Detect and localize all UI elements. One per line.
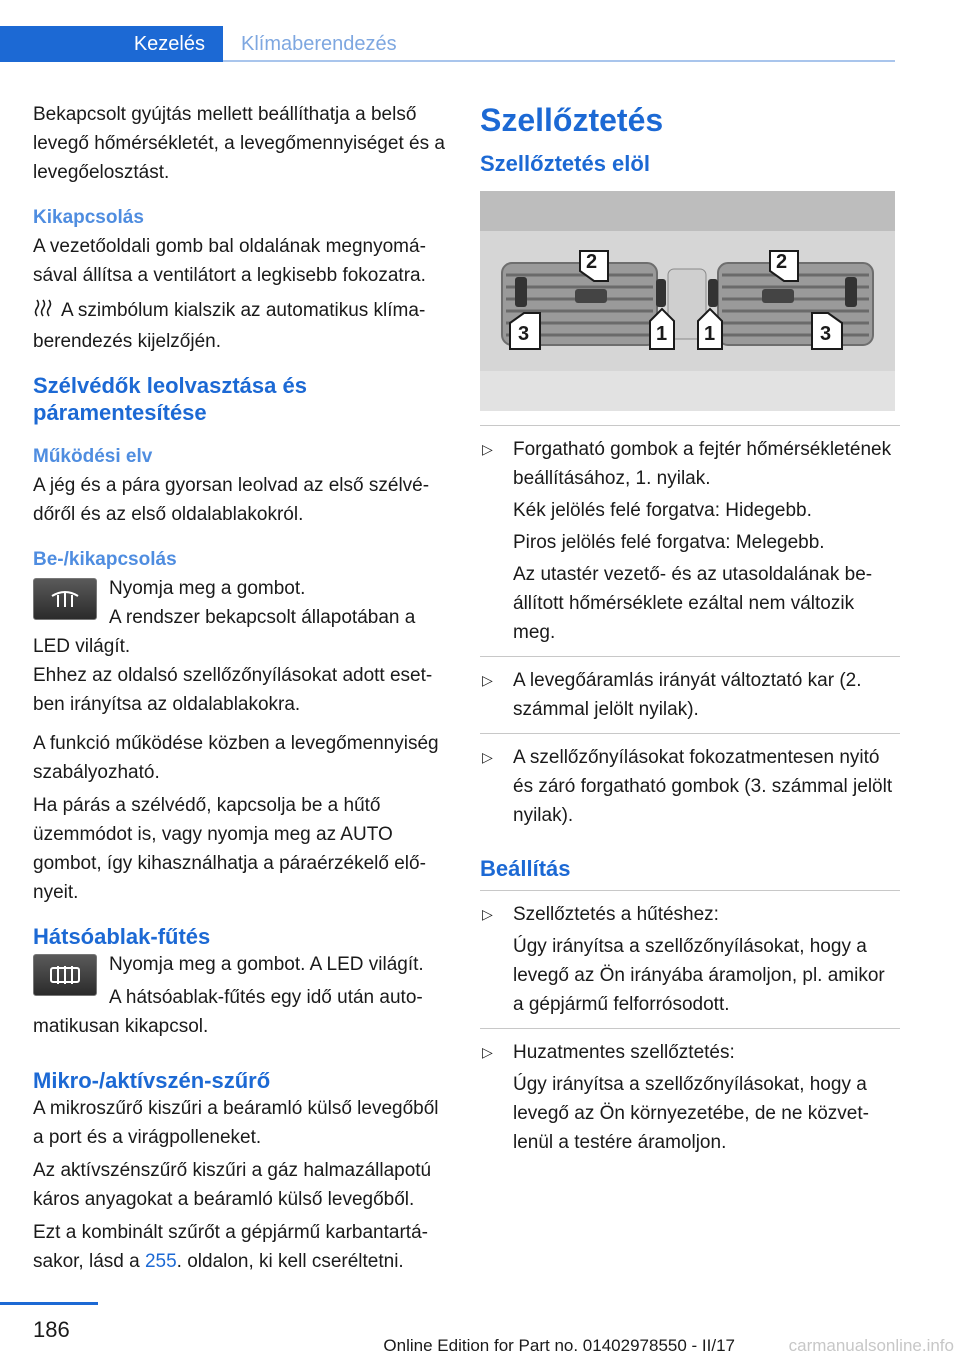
defrost-heading: Szélvédők leolvasztása és páramentesítése xyxy=(33,373,307,425)
left-column xyxy=(33,100,453,1276)
figure-label-3a: 3 xyxy=(518,323,530,345)
figure-label-2a: 2 xyxy=(586,251,598,273)
list-item xyxy=(480,891,900,1028)
off-text: A vezetőoldali gomb bal oldalának megnyomásával állítsa a ventilátort a legkisebb fokozatra. xyxy=(33,236,426,286)
list-item-text: A levegőáramlás irányát változtató kar (2. számmal jelölt nyilak). xyxy=(513,670,862,720)
onoff-line4: A funkció működése közben a levegőmennyiség szabályozható. xyxy=(33,733,439,783)
page-255-link[interactable]: 255 xyxy=(144,1251,177,1272)
filter-line1: A mikroszűrő kiszűri a beáramló külső levegőből a port és a virágpolleneket. xyxy=(33,1098,439,1148)
figure-label-1a: 1 xyxy=(656,323,668,345)
figure-label-2b: 2 xyxy=(776,251,788,273)
tab-klimaberendezes-label: Klímaberendezés xyxy=(241,33,397,55)
filter-line3-end: . oldalon, ki kell cseréltetni. xyxy=(176,1251,404,1272)
list-item-sub: Piros jelölés felé forgatva: Melegebb. xyxy=(513,532,825,553)
setting-heading: Beállítás xyxy=(480,856,571,881)
list-item-sub: Az utastér vezető- és az utasoldalának beállított hőmérséklete ezáltal nem változik meg. xyxy=(513,564,873,643)
list-item xyxy=(480,426,900,656)
principle-text: A jég és a pára gyorsan leolvad az első szélvédőről és az első oldalablakokról. xyxy=(33,475,430,525)
principle-heading: Működési elv xyxy=(33,446,153,467)
list-item-sub: Kék jelölés felé forgatva: Hidegebb. xyxy=(513,500,812,521)
vent-figure xyxy=(480,191,895,411)
vent-controls-list xyxy=(480,425,900,839)
off-heading: Kikapcsolás xyxy=(33,207,144,228)
list-item xyxy=(480,1028,900,1166)
rear-heading: Hátsóablak-fűtés xyxy=(33,924,211,949)
list-item-sub: Úgy irányítsa a szellőzőnyílásokat, hogy a levegő az Ön irányába áramoljon, pl. amikor a gépjármű felforrósodott. xyxy=(513,936,885,1015)
onoff-line2: A rendszer bekapcsolt állapotában a LED világít. xyxy=(33,607,416,657)
filter-line2: Az aktívszénszűrő kiszűri a gáz halmazállapotú káros anyagokat a beáramló külső levegőből. xyxy=(33,1160,432,1210)
tab-kezeles-label: Kezelés xyxy=(133,33,205,55)
edition-text: Online Edition for Part no. 01402978550 - II/17 xyxy=(383,1336,735,1355)
fan-off-icon xyxy=(33,298,53,327)
page-footer xyxy=(0,1302,960,1362)
filter-line3 xyxy=(33,1218,453,1276)
tab-kezeles[interactable] xyxy=(0,26,223,62)
triangle-marker-icon: ▷ xyxy=(482,1044,493,1060)
list-item-text: A szellőzőnyílásokat fokozatmentesen nyitó és záró forgatható gombok (3. számmal jelölt nyilak). xyxy=(513,747,893,826)
figure-label-1b: 1 xyxy=(704,323,716,345)
right-column xyxy=(480,100,900,1166)
onoff-line1: Nyomja meg a gombot. xyxy=(109,578,306,599)
intro-paragraph: Bekapcsolt gyújtás mellett beállíthatja a belső levegő hőmérsékletét, a levegőmennyiséget és a levegőelosztást. xyxy=(33,104,445,183)
figure-label-3b: 3 xyxy=(820,323,832,345)
list-item xyxy=(480,656,900,733)
page-number: 186 xyxy=(33,1317,70,1342)
ventilation-heading: Szellőztetés xyxy=(480,102,664,138)
off-symbol-text: A szimbólum kialszik az automatikus klímaberendezés kijelzőjén. xyxy=(33,300,426,352)
watermark-text: carmanualsonline.info xyxy=(788,1336,954,1355)
front-ventilation-heading: Szellőztetés elöl xyxy=(480,151,650,176)
triangle-marker-icon: ▷ xyxy=(482,749,493,765)
page-number-rule xyxy=(0,1302,98,1305)
triangle-marker-icon: ▷ xyxy=(482,906,493,922)
filter-heading: Mikro-/aktívszén-szűrő xyxy=(33,1068,271,1093)
rear-line1: Nyomja meg a gombot. A LED világít. xyxy=(109,954,424,975)
rear-defrost-button-icon xyxy=(33,954,97,996)
rear-line2: A hátsóablak-fűtés egy idő után automatikusan kikapcsol. xyxy=(33,987,423,1037)
triangle-marker-icon: ▷ xyxy=(482,441,493,457)
list-item xyxy=(480,733,900,839)
page-header xyxy=(0,26,895,62)
defrost-button-icon xyxy=(33,578,97,620)
list-item-text: Huzatmentes szellőztetés: xyxy=(513,1042,735,1063)
tab-klimaberendezes[interactable] xyxy=(223,26,895,62)
off-symbol-paragraph xyxy=(33,296,453,356)
list-item-text: Szellőztetés a hűtéshez: xyxy=(513,904,719,925)
filter-line3-text: Ezt a kombinált szűrőt a gépjármű karbantartásakor, lásd a xyxy=(33,1222,428,1272)
list-item-text: Forgatható gombok a fejtér hőmérsékletének beállításához, 1. nyilak. xyxy=(513,439,892,489)
onoff-heading: Be-/kikapcsolás xyxy=(33,549,177,570)
setting-list xyxy=(480,890,900,1166)
onoff-line5: Ha párás a szélvédő, kapcsolja be a hűtő üzemmódot is, vagy nyomja meg az AUTO gombot, így kihasználhatja a páraérzékelő előnyeit. xyxy=(33,795,426,903)
triangle-marker-icon: ▷ xyxy=(482,672,493,688)
onoff-line3: Ehhez az oldalsó szellőzőnyílásokat adott esetben irányítsa az oldalablakokra. xyxy=(33,665,433,715)
list-item-sub: Úgy irányítsa a szellőzőnyílásokat, hogy a levegő az Ön környezetébe, de ne közvetlenül a testére áramoljon. xyxy=(513,1074,869,1153)
